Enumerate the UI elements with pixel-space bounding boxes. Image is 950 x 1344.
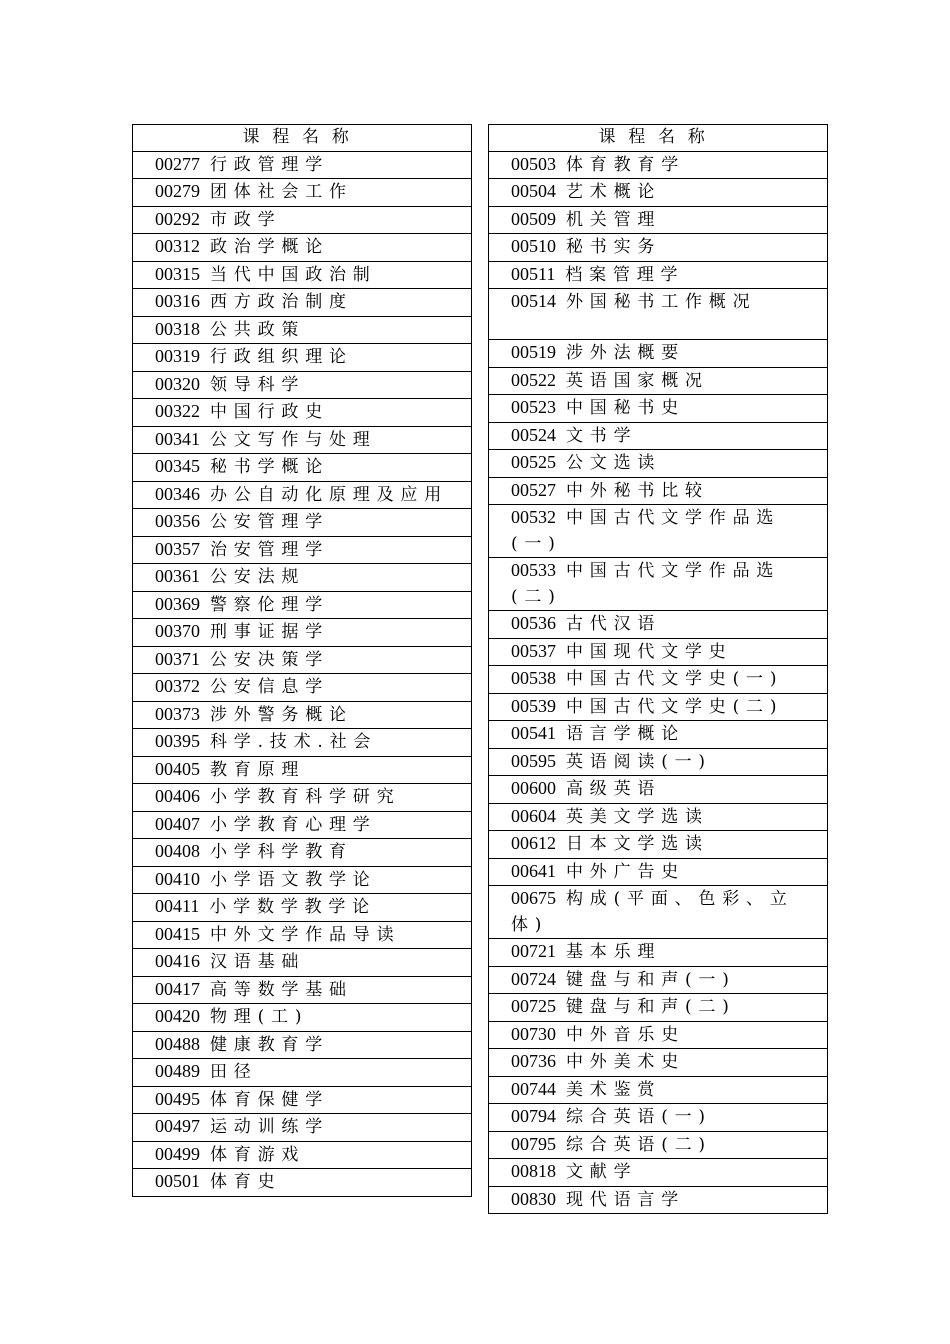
table-row (133, 976, 471, 1004)
table-row (489, 449, 827, 477)
table-row (489, 151, 827, 179)
table-row (133, 756, 471, 784)
course-code: 00519 (511, 342, 556, 362)
table-row (133, 893, 471, 921)
table-row (489, 1103, 827, 1131)
course-code: 00533 (511, 560, 556, 580)
course-name: 公共政策 (210, 319, 306, 340)
course-code: 00830 (511, 1188, 556, 1209)
course-code: 00346 (155, 483, 200, 504)
course-name: 中国古代文学史(一) (566, 669, 784, 689)
table-row (489, 858, 827, 886)
course-name: 基本乐理 (566, 942, 662, 962)
course-code: 00415 (155, 923, 200, 944)
table-row (133, 261, 471, 289)
course-code: 00320 (155, 373, 200, 394)
course-code: 00794 (511, 1106, 556, 1126)
table-row (489, 803, 827, 831)
course-name: 中国秘书史 (566, 398, 685, 418)
table-row (489, 233, 827, 261)
table-row (489, 993, 827, 1021)
table-row (133, 1058, 471, 1086)
table-row (489, 775, 827, 803)
table-row (489, 1048, 827, 1076)
table-row (133, 948, 471, 976)
table-row (133, 343, 471, 371)
table-row (133, 673, 471, 701)
course-name: 构成(平面、色彩、立体) (511, 889, 794, 935)
course-code: 00818 (511, 1161, 556, 1181)
course-code: 00510 (511, 236, 556, 256)
course-name: 秘书实务 (566, 237, 662, 257)
course-code: 00600 (511, 778, 556, 798)
course-code: 00509 (511, 208, 556, 229)
table-row (133, 178, 471, 206)
course-name: 小学科学教育 (210, 842, 353, 862)
table-row (133, 288, 471, 316)
course-name: 办公自动化原理及应用 (210, 484, 448, 505)
course-code: 00736 (511, 1051, 556, 1071)
course-code: 00725 (511, 996, 556, 1016)
course-name: 警察伦理学 (210, 594, 329, 615)
course-code: 00541 (511, 723, 556, 743)
course-name: 中外美术史 (566, 1052, 685, 1072)
course-code: 00532 (511, 507, 556, 527)
table-row (133, 563, 471, 591)
course-name: 小学语文教学论 (210, 869, 377, 890)
course-name: 公文选读 (566, 453, 662, 473)
course-name: 中国古代文学史(二) (566, 696, 784, 717)
course-name: 团体社会工作 (210, 182, 353, 202)
table-row (133, 701, 471, 729)
table-row (133, 811, 471, 839)
course-code: 00503 (511, 153, 556, 174)
course-name: 体育教育学 (566, 154, 685, 175)
table-header: 课程名称 (133, 124, 471, 151)
table-row (133, 371, 471, 399)
course-code: 00292 (155, 208, 200, 229)
table-row (133, 618, 471, 646)
course-code: 00356 (155, 511, 200, 531)
course-name: 中国现代文学史 (566, 641, 733, 662)
course-name: 中外秘书比较 (566, 480, 709, 501)
table-row (489, 610, 827, 638)
table-row (133, 1168, 471, 1197)
course-name: 刑事证据学 (210, 622, 329, 642)
course-code: 00612 (511, 833, 556, 853)
table-row (133, 206, 471, 234)
course-name: 公安信息学 (210, 677, 329, 697)
course-name: 行政管理学 (210, 154, 329, 175)
course-name: 中国古代文学作品选(一) (511, 508, 781, 554)
course-name: 古代汉语 (566, 614, 662, 634)
course-name: 公安法规 (210, 567, 306, 587)
course-name: 英美文学选读 (566, 806, 709, 827)
course-code: 00373 (155, 703, 200, 724)
course-name: 文献学 (566, 1162, 638, 1182)
table-row (133, 453, 471, 481)
table-row (489, 966, 827, 994)
course-code: 00361 (155, 566, 200, 586)
course-name: 中外音乐史 (566, 1024, 685, 1045)
course-code: 00504 (511, 181, 556, 201)
course-code: 00724 (511, 968, 556, 989)
course-code: 00721 (511, 941, 556, 961)
table-row (133, 646, 471, 674)
table-row (133, 398, 471, 426)
course-name: 中国古代文学作品选(二) (511, 561, 781, 607)
course-code: 00417 (155, 978, 200, 999)
table-row (133, 316, 471, 344)
table-row (489, 1076, 827, 1104)
table-row (489, 720, 827, 748)
course-name: 健康教育学 (210, 1034, 329, 1055)
course-code: 00730 (511, 1023, 556, 1044)
course-name: 当代中国政治制 (210, 264, 377, 285)
course-code: 00370 (155, 621, 200, 641)
table-row (133, 1031, 471, 1059)
course-code: 00495 (155, 1088, 200, 1109)
table-row (133, 1086, 471, 1114)
course-name: 综合英语(一) (566, 1107, 712, 1127)
course-code: 00410 (155, 868, 200, 889)
table-row (489, 1158, 827, 1186)
table-row (489, 206, 827, 234)
course-code: 00501 (155, 1171, 200, 1191)
course-code: 00395 (155, 731, 200, 751)
course-code: 00407 (155, 813, 200, 834)
course-code: 00527 (511, 479, 556, 500)
course-name: 教育原理 (210, 759, 306, 780)
course-name: 体育保健学 (210, 1089, 329, 1110)
course-name: 物理(工) (210, 1007, 309, 1027)
table-row (133, 233, 471, 261)
course-name: 治安管理学 (210, 539, 329, 560)
course-name: 汉语基础 (210, 952, 306, 972)
course-table-left (132, 124, 472, 1197)
course-name: 公安管理学 (210, 512, 329, 532)
course-name: 西方政治制度 (210, 292, 353, 312)
table-row (489, 693, 827, 721)
table-row (489, 288, 827, 339)
table-row (489, 422, 827, 450)
course-code: 00369 (155, 593, 200, 614)
table-row (133, 728, 471, 756)
course-code: 00357 (155, 538, 200, 559)
course-name: 小学教育科学研究 (210, 787, 401, 807)
course-code: 00795 (511, 1133, 556, 1154)
course-code: 00315 (155, 263, 200, 284)
course-code: 00675 (511, 888, 556, 908)
course-code: 00537 (511, 640, 556, 661)
course-code: 00514 (511, 291, 556, 311)
course-name: 田径 (210, 1062, 258, 1082)
course-name: 运动训练学 (210, 1117, 329, 1137)
table-row (489, 261, 827, 289)
course-name: 美术鉴赏 (566, 1079, 662, 1100)
course-code: 00499 (155, 1143, 200, 1164)
course-code: 00523 (511, 397, 556, 417)
table-row (489, 665, 827, 693)
course-code: 00345 (155, 456, 200, 476)
course-name: 艺术概论 (566, 182, 662, 202)
course-name: 综合英语(二) (566, 1134, 712, 1155)
course-code: 00604 (511, 805, 556, 826)
course-code: 00511 (511, 263, 556, 284)
course-name: 外国秘书工作概况 (566, 292, 757, 312)
course-code: 00406 (155, 786, 200, 806)
course-code: 00322 (155, 401, 200, 421)
course-table-right (488, 124, 828, 1214)
course-code: 00405 (155, 758, 200, 779)
table-row (489, 830, 827, 858)
course-code: 00744 (511, 1078, 556, 1099)
table-row (489, 504, 827, 557)
course-name: 市政学 (210, 209, 282, 230)
course-name: 政治学概论 (210, 237, 329, 257)
table-row (133, 426, 471, 454)
course-code: 00497 (155, 1116, 200, 1136)
course-code: 00522 (511, 369, 556, 390)
course-code: 00536 (511, 613, 556, 633)
course-name: 小学教育心理学 (210, 814, 377, 835)
course-code: 00524 (511, 424, 556, 445)
course-code: 00408 (155, 841, 200, 861)
course-code: 00539 (511, 695, 556, 716)
course-code: 00277 (155, 153, 200, 174)
course-name: 档案管理学 (565, 264, 685, 285)
table-row (489, 557, 827, 610)
course-name: 领导科学 (210, 374, 306, 395)
course-code: 00488 (155, 1033, 200, 1054)
course-name: 中外广告史 (566, 861, 685, 882)
course-code: 00319 (155, 346, 200, 366)
course-name: 中国行政史 (210, 402, 329, 422)
course-name: 涉外法概要 (566, 343, 685, 363)
table-row (489, 1021, 827, 1049)
table-row (133, 1003, 471, 1031)
table-row (489, 1131, 827, 1159)
course-name: 语言学概论 (566, 724, 685, 744)
table-header: 课程名称 (489, 124, 827, 151)
course-name: 科学.技术.社会 (210, 732, 378, 752)
table-row (489, 885, 827, 938)
table-row (133, 151, 471, 179)
table-row (133, 481, 471, 509)
course-name: 体育游戏 (210, 1144, 306, 1165)
course-code: 00316 (155, 291, 200, 311)
course-name: 公安决策学 (210, 649, 329, 670)
course-code: 00525 (511, 452, 556, 472)
course-name: 高等数学基础 (210, 979, 353, 1000)
table-row (489, 748, 827, 776)
table-row (489, 477, 827, 505)
course-name: 日本文学选读 (566, 834, 709, 854)
table-row (489, 1186, 827, 1215)
course-name: 键盘与和声(一) (566, 969, 736, 990)
table-row (133, 591, 471, 619)
course-code: 00411 (155, 896, 200, 916)
course-name: 高级英语 (566, 779, 662, 799)
course-name: 文书学 (566, 425, 638, 446)
table-row (133, 783, 471, 811)
course-code: 00341 (155, 428, 200, 449)
course-name: 键盘与和声(二) (566, 997, 736, 1017)
course-code: 00420 (155, 1006, 200, 1026)
table-row (489, 938, 827, 966)
table-row (133, 508, 471, 536)
course-name: 涉外警务概论 (210, 704, 353, 725)
table-row (133, 536, 471, 564)
course-name: 现代语言学 (566, 1189, 685, 1210)
table-row (489, 638, 827, 666)
table-row (133, 866, 471, 894)
course-name: 秘书学概论 (210, 457, 329, 477)
table-row (133, 838, 471, 866)
table-row (489, 394, 827, 422)
table-row (133, 921, 471, 949)
course-name: 英语国家概况 (566, 370, 709, 391)
course-code: 00312 (155, 236, 200, 256)
course-name: 机关管理 (566, 209, 662, 230)
table-row (489, 339, 827, 367)
course-code: 00538 (511, 668, 556, 688)
course-code: 00318 (155, 318, 200, 339)
table-row (133, 1141, 471, 1169)
course-name: 中外文学作品导读 (210, 924, 401, 945)
course-name: 英语阅读(一) (566, 751, 712, 772)
course-name: 公文写作与处理 (210, 429, 377, 450)
course-code: 00595 (511, 750, 556, 771)
course-code: 00641 (511, 860, 556, 881)
table-row (489, 367, 827, 395)
table-row (489, 178, 827, 206)
course-code: 00489 (155, 1061, 200, 1081)
course-name: 行政组织理论 (210, 347, 353, 367)
course-code: 00279 (155, 181, 200, 201)
course-name: 小学数学教学论 (209, 897, 376, 917)
course-code: 00372 (155, 676, 200, 696)
course-code: 00371 (155, 648, 200, 669)
course-code: 00416 (155, 951, 200, 971)
course-name: 体育史 (210, 1172, 282, 1192)
table-row (133, 1113, 471, 1141)
